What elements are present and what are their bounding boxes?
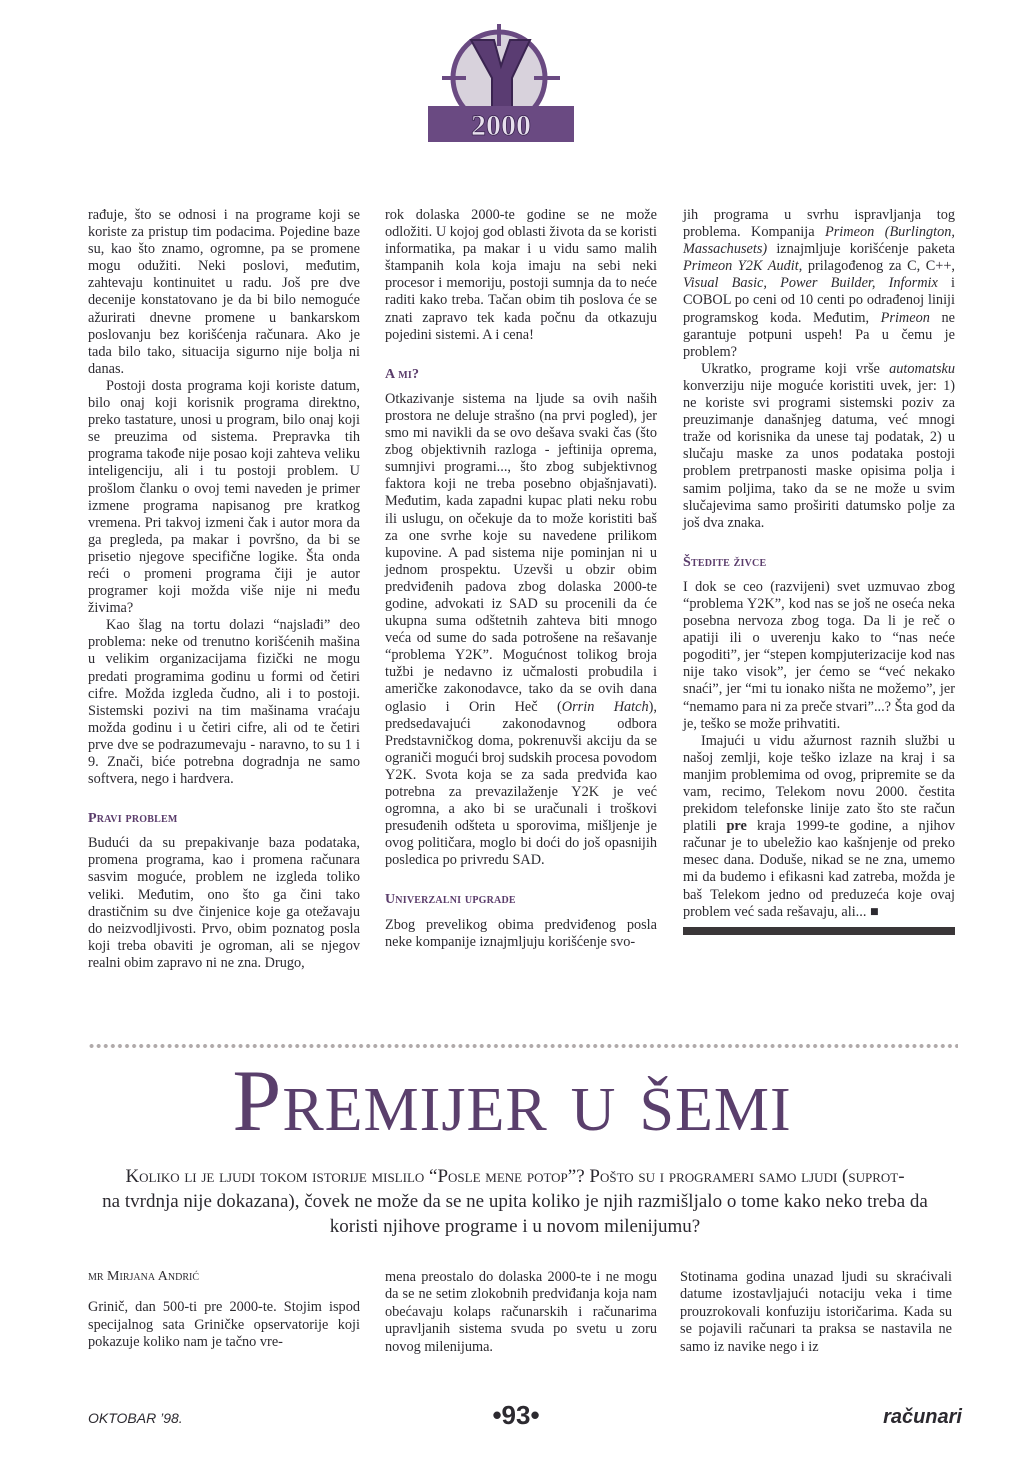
article-column-3	[683, 207, 955, 935]
author-byline: mr Mirjana Andrić	[88, 1269, 200, 1284]
paragraph: Budući da su prepakivanje baza podataka, promena programa, kao i promena računara sasvim moguće, problem ne izgleda toliko veliki. Međutim, ono što ga čini tako drastičnim su dve činjenice koje ga otežavaju do neizvodljivosti. Prvo, obim poznatog posla koji treba obaviti je ogroman, ali se njegov realni obim zapravo ni ne zna. Drugo,	[88, 835, 360, 971]
lede-line: koristi njihove programe i u novom milenijumu?	[329, 1216, 701, 1237]
magazine-name: računari	[883, 1406, 962, 1428]
paragraph: Ukratko, programe koji vrše automatsku konverziju nije moguće koristiti uvek, jer: 1) ne koriste svi programi sistemski poziv za preuzimanje današnjeg datuma, već mnogi traže od korisnika da unese taj podatak, 2) u slučaju maske za unos podataka postoji problem pretrpanosti maske opisima polja i samim poljima, tako da se ne može u svim slučajevima samo proširiti datumsko polje za još dva znaka.	[683, 360, 955, 531]
logo-year: 2000	[471, 109, 531, 142]
paragraph: Otkazivanje sistema na ljude sa ovih naših prostora ne deluje strašno (na prvi pogled), jer smo mi navikli da se ovo dešava svaki čas (što zbog objektivnih razloga - jeftinija oprema, sumnjivi programi..., što zbog subjektivnog faktora koji ne treba posebno objašnjavati). Međutim, kada zapadni kupac plati neku robu ili uslugu, on očekuje da to može koristiti baš za one svrhe koje su navedene prilikom kupovine. A pad sistema nije pominjan ni u jednom prospektu. Uzevši u obzir obim predviđenih padova zbog dolaska 2000-te godine, advokati iz SAD su procenili da će ukupna suma odštetnih zahteva biti mnogo veća od sume do sada potrošene na rešavanje “problema Y2K”. Mogućnost tolikog broja tužbi je nedavno iz učmalosti probudila i američke zakonodavce, tako da se ovih dana oglasio i Orin Heč (Orrin Hatch), predsedavajući zakonodavnog odbora Predstavničkog doma, pokrenuvši akciju da se ograniči mogući broj sudskih procesa povodom Y2K. Svota koja se za sada predviđa kao potrebna za prevazilaženje Y2K je već ogromna, a ako bi se uračunali i troškovi presuđenih odšteta u sporovima, mišljenje je ovog političara, moglo bi doći do još opasnijih posledica po privredu SAD.	[385, 390, 657, 869]
paragraph: mena preostalo do dolaska 2000-te i ne mogu da se ne setim zlokobnih predviđanja koja nam obećavaju kolaps računarskih i računarima upravljanih sistema svuda po svetu u zoru novog milenijuma.	[385, 1269, 657, 1355]
article-lede	[70, 1164, 960, 1239]
subheading-pravi-problem: Pravi problem	[88, 811, 178, 827]
paragraph: Postoji dosta programa koji koriste datum, bilo onaj koji korisnik programa direktno, preko tastature, unosi u program, bilo onaj koji se preuzima od sistema. Prepravka tih programa takođe nije posao koji zahteva veliku inteligenciju, ali i tu postoji problem. U prošlom članku o ovoj temi naveden je primer izmene programa napisanog pre kratkog vremena. Pri takvoj izmeni čak i autor mora da ga pregleda, pa makar i površno, da bi se prisetio njegove specifične logike. Šta onda reći o promeni programa čiji je autor programer koji možda više nije ni među živima?	[88, 377, 360, 617]
subheading-univerzalni-upgrade: Univerzalni upgrade	[385, 892, 516, 908]
page-number: •93•	[492, 1400, 540, 1430]
article-headline: Premijer u šemi	[232, 1053, 792, 1150]
issue-date: OKTOBAR ’98.	[88, 1410, 183, 1426]
paragraph: I dok se ceo (razvijeni) svet uzmuvao zbog “problema Y2K”, kod nas se još ne oseća neka posebna nervoza zbog toga. Da li je reč o apatiji ili o uverenju kako to “nas neće pogoditi”, jer “stepen kompjuterizacije kod nas nije tako visok”, jer ćemo se “već nekako snaći”, jer “mi tu ionako ništa ne možemo”, jer “nemamo para ni za preče stvari”...? Šta god da je, teško se može prihvatiti.	[683, 578, 955, 732]
paragraph: Imajući u vidu ažurnost raznih službi u našoj zemlji, koje teško izlaze na kraj i sa manjim problemima od ovog, pripremite se da vam, recimo, Telekom novu 2000. čestita prekidom telefonske linije zato što ste račun platili pre kraja 1999-te godine, a njihov računar je to ubeležio kao kašnjenje od preko mesec dana. Doduše, nikad se ne zna, umemo mi da budemo i efikasni kad zatreba, možda je baš Telekom jedno od preduzeća koje ovaj problem već sada rešavaju, ali... ■	[683, 732, 955, 920]
next-article-column-3	[680, 1269, 952, 1356]
next-article-column-2	[385, 1269, 657, 1356]
lede-line: Koliko li je ljudi tokom istorije mislilo “Posle mene potop”? Pošto su i programeri samo ljudi (suprot-	[125, 1166, 905, 1187]
paragraph: rok dolaska 2000-te godine se ne može odložiti. U kojoj god oblasti života da se koristi informatika, pa makar i u vidu samo malih štampanih kola koja imaju na sebi neki procesor i memoriju, postoji sumnja da to neće raditi kako treba. Tačan obim tih poslova će se znati zapravo tek kada počnu da otkazuju pojedini sistemi. A i cena!	[385, 207, 658, 343]
article-column-2	[385, 207, 657, 951]
paragraph: Grinič, dan 500-ti pre 2000-te. Stojim ispod specijalnog sata Griničke opservatorije koji pokazuje koliko nam je tačno vre-	[88, 1299, 360, 1351]
subheading-stedite-zivce: Štedite živce	[683, 554, 767, 570]
paragraph: rađuje, što se odnosi i na programe koji se koriste za pristup tim podacima. Pojedine baze su, kao što znamo, ogromne, pa se promene mogu odužiti. Neki poslovi, međutim, zahtevaju kontinuitet u radu. Još pre dve decenije konstatovano je da bi bilo nemoguće ažurirati dnevne promene u bankarskom poslovanju bez korišćenja računara. Ako je tada bilo tako, situacija sigurno nije bolja ni danas.	[88, 207, 360, 377]
y2000-logo	[426, 18, 576, 146]
dotted-separator	[88, 1041, 958, 1051]
paragraph: Kao šlag na tortu dolazi “najslađi” deo problema: neke od trenutno korišćenih mašina u velikim organizacijama fizički ne mogu predati programima godinu u formi od četiri cifre. Možda izgleda čudno, ali i to postoji. Sistemski pozivi na tim mašinama vraćaju možda godinu i u četiri cifre, ali od te četiri prve dve se podrazumevaju - naravno, to su 1 i 9. Znači, biće potrebna dogradnja ne samo softvera, nego i hardvera.	[88, 617, 360, 788]
article-column-1	[88, 207, 360, 972]
paragraph: Stotinama godina unazad ljudi su skraćivali datume izostavljajući notaciju veka i time prouzrokovali konfuziju istoričarima. Kada su se pojavili računari ta praksa se nastavila ne samo iz navike nego i iz	[680, 1269, 952, 1355]
lede-line: na tvrdnja nije dokazana), čovek ne može da se ne upita koliko je njih razmišljalo o tome kako neko treba da	[102, 1191, 928, 1212]
subheading-a-mi: A mi?	[385, 366, 420, 382]
article-end-bar	[683, 927, 955, 935]
paragraph: jih programa u svrhu ispravljanja tog problema. Kompanija Primeon (Burlington, Massachusets) iznajmljuje korišćenje paketa Primeon Y2K Audit, prilagođenog za C, C++, Visual Basic, Power Builder, Informix i COBOL po ceni od 10 centi po odrađenoj liniji programskog koda. Međutim, Primeon ne garantuje potpuni uspeh! Pa u čemu je problem?	[683, 207, 955, 360]
next-article-column-1	[88, 1268, 360, 1352]
paragraph: Zbog prevelikog obima predviđenog posla neke kompanije iznajmljuju korišćenje svo-	[385, 916, 657, 950]
